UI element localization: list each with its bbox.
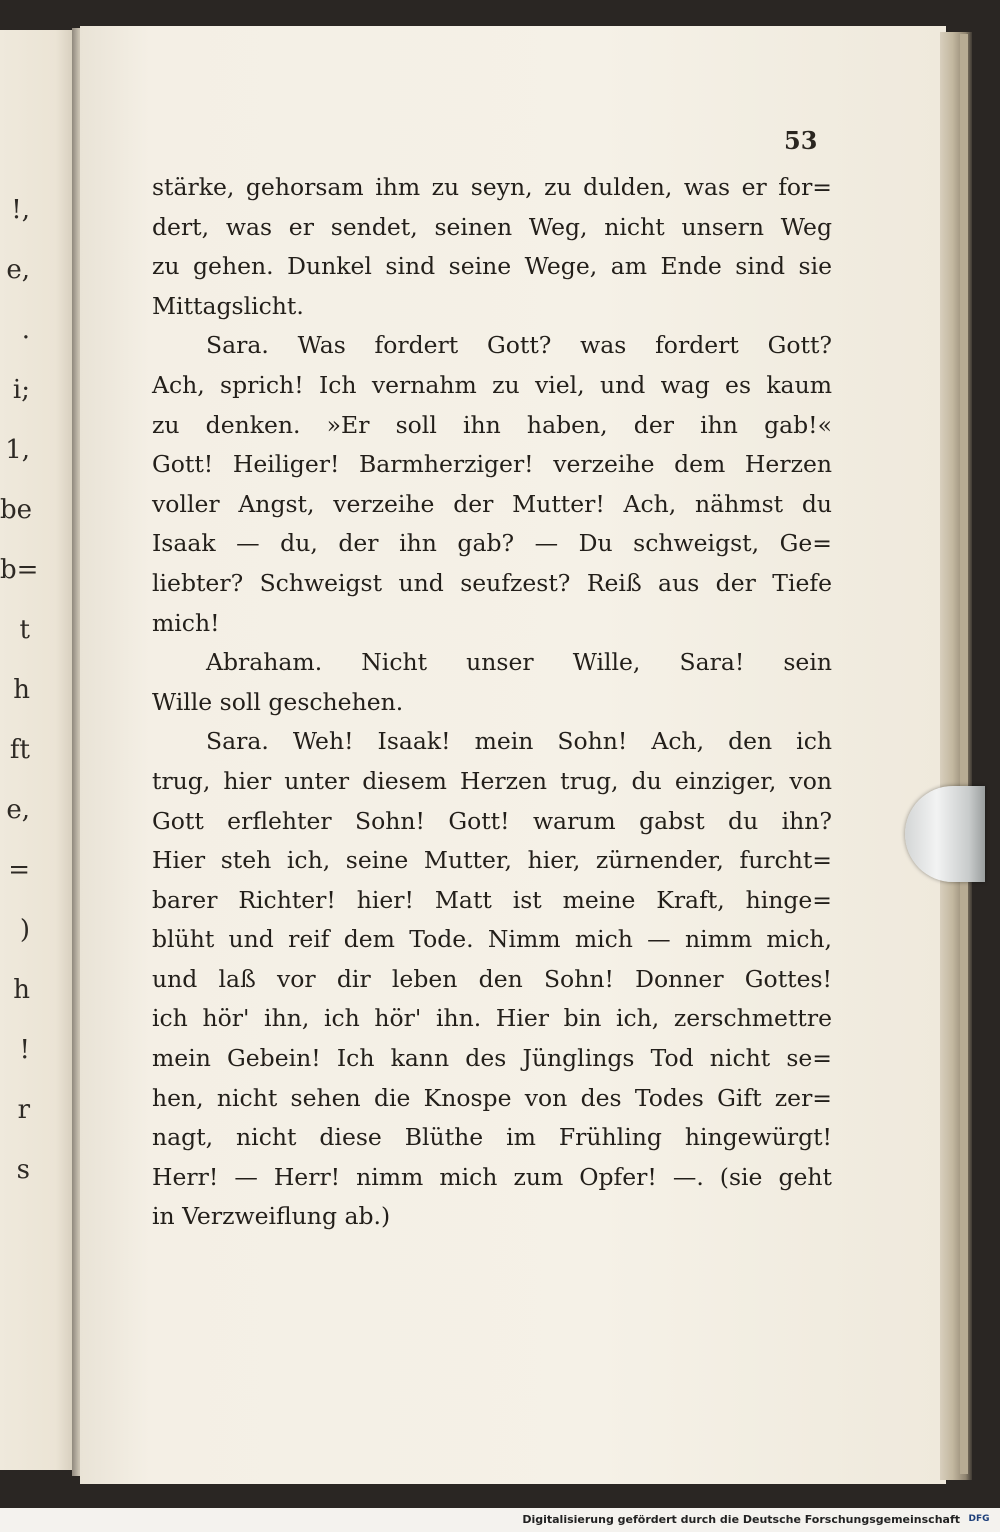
left-edge-glyph: . <box>21 315 30 345</box>
text-line: hen, nicht sehen die Knospe von des Todes Gift zer= <box>152 1083 832 1112</box>
page-text-block <box>152 168 832 1237</box>
left-edge-glyph: e, <box>6 795 30 825</box>
left-edge-glyph: ft <box>9 735 30 765</box>
text-line: in Verzweiflung ab.) <box>152 1202 391 1231</box>
text-line: Isaak — du, der ihn gab? — Du schweigst, Ge= <box>152 529 832 558</box>
dfg-logo: DFG <box>968 1514 990 1524</box>
text-line: ich hör' ihn, ich hör' ihn. Hier bin ich, zerschmettre <box>152 1004 832 1033</box>
left-page <box>0 30 80 1470</box>
text-line: barer Richter! hier! Matt ist meine Kraft, hinge= <box>152 885 832 914</box>
text-line: liebter? Schweigst und seufzest? Reiß aus der Tiefe <box>152 568 832 597</box>
text-line: Wille soll geschehen. <box>152 687 404 716</box>
text-line: trug, hier unter diesem Herzen trug, du einziger, von <box>152 766 832 795</box>
text-line: blüht und reif dem Tode. Nimm mich — nimm mich, <box>152 925 832 954</box>
text-line: voller Angst, verzeihe der Mutter! Ach, nähmst du <box>152 489 832 518</box>
left-edge-glyph: b= <box>0 555 39 585</box>
text-line: Abraham. Nicht unser Wille, Sara! sein <box>206 648 832 677</box>
left-edge-glyph: ) <box>19 915 30 945</box>
left-edge-glyph: !, <box>11 195 30 225</box>
footer-credit: Digitalisierung gefördert durch die Deutsche Forschungsgemeinschaft <box>522 1513 960 1526</box>
left-edge-glyph: r <box>17 1095 30 1125</box>
text-line: dert, was er sendet, seinen Weg, nicht unsern Weg <box>152 212 832 241</box>
left-page-edge-text <box>0 180 39 1200</box>
left-edge-glyph: i; <box>12 375 30 405</box>
left-edge-glyph: e, <box>6 255 30 285</box>
footer-bar <box>0 1508 1000 1532</box>
page-stack-edge-line <box>960 34 968 1474</box>
text-line: Gott! Heiliger! Barmherziger! verzeihe dem Herzen <box>152 450 832 479</box>
left-edge-glyph: h <box>13 675 30 705</box>
left-edge-glyph: = <box>8 855 30 885</box>
text-line: mich! <box>152 608 220 637</box>
text-line: Sara. Weh! Isaak! mein Sohn! Ach, den ich <box>206 727 832 756</box>
text-line: zu gehen. Dunkel sind seine Wege, am Ende sind sie <box>152 252 832 281</box>
text-line: Gott erflehter Sohn! Gott! warum gabst du ihn? <box>152 806 832 835</box>
left-edge-glyph: ! <box>19 1035 30 1065</box>
text-line: Hier steh ich, seine Mutter, hier, zürnender, furcht= <box>152 846 832 875</box>
left-edge-glyph: t <box>19 615 30 645</box>
text-line: Ach, sprich! Ich vernahm zu viel, und wag es kaum <box>152 370 832 399</box>
left-edge-glyph: h <box>13 975 30 1005</box>
text-line: und laß vor dir leben den Sohn! Donner Gottes! <box>152 964 832 993</box>
text-line: zu denken. »Er soll ihn haben, der ihn gab!« <box>152 410 832 439</box>
text-line: nagt, nicht diese Blüthe im Frühling hingewürgt! <box>152 1123 832 1152</box>
page-number: 53 <box>784 126 818 155</box>
text-line: Herr! — Herr! nimm mich zum Opfer! —. (sie geht <box>152 1162 832 1191</box>
left-edge-glyph: be <box>0 495 33 525</box>
text-line: Mittagslicht. <box>152 291 304 320</box>
text-line: Sara. Was fordert Gott? was fordert Gott? <box>206 331 832 360</box>
text-line: mein Gebein! Ich kann des Jünglings Tod nicht se= <box>152 1044 832 1073</box>
text-line: stärke, gehorsam ihm zu seyn, zu dulden, was er for= <box>152 173 832 201</box>
left-edge-glyph: 1, <box>5 435 30 465</box>
left-edge-glyph: s <box>16 1155 30 1185</box>
